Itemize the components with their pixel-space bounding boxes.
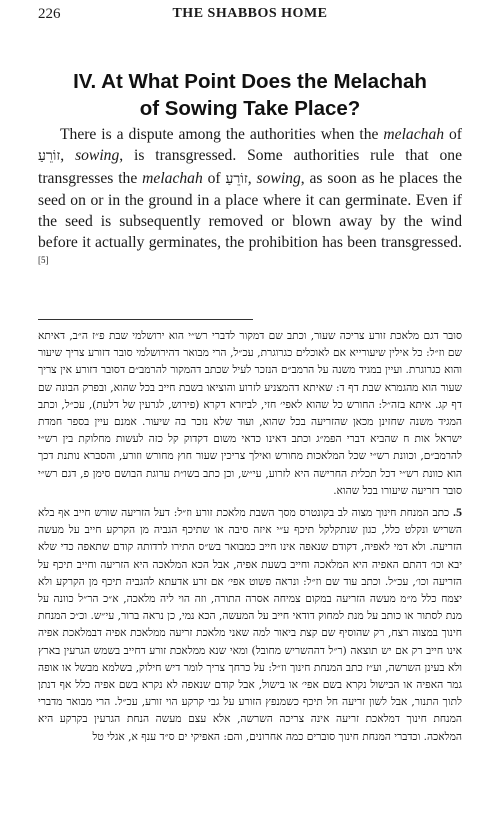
- hebrew-term-zorea: זוֹרֵעַ: [38, 148, 61, 165]
- running-title: THE SHABBOS HOME: [172, 6, 328, 21]
- term-sowing: sowing: [75, 147, 120, 165]
- footnote-continued: סובר דגם מלאכת זורע צריכה שעור, וכתב שם דמקור לדברי רש״י הוא ירושלמי שבת פ״ז ה״ב, דאיתא שם וז״ל: כל אילין שיעורייא אם לאוכלים כגרוגרת, עכ״ל, הרי מבואר דהירושלמי סובר דזורע צריך שיעור והוא כגרוגרת. ועיין במגיד משנה על הרמב״ם הנזכר לעיל שכתב דהמקור להרמב״ם דסובר דזורע אין צריך שעור הוא מהגמרא שבת דף ד: שאיתא דהמצניע לזרוע והוציאו בשבת חייב בכל שהוא, ובפרק הבונה שם דף קג. איתא בזה״ל: החורש כל שהוא לאפי׳ חזי, לביזרא דקרא (פירוש, לגרעין של דלעת), עכ״ל, וכתב המגיד משנה שחזינן מכאן שהזריעה בכל שהוא, ועוד שלא נזכר בה שיעור. אמנם עיין בספר חמדת ישראל אות ח שהביא דברי הפמ״ג וכתב דאינו כדאי משום דקדוק קל כזה לעשות מחלוקת בין רש״י להרמב״ם, וכוונת רש״י שכל המלאכות מחורש ואילך צריכין שעור חוץ מחורש וזורע, והסברא נותנת דכך הוא כוונת רש״י דכל תכלית החרישה היא לזרוע, עי״ש, וכן כתב בשו״ת ערוגת הבושם סימן פ, דגם רש״י סובר דזריעה שיעורו בכל שהוא.: [38, 330, 462, 497]
- hebrew-term-zorea: זוֹרֵעַ: [225, 170, 248, 187]
- page-number: 226: [38, 6, 61, 22]
- section-title-line-2: of Sowing Take Place?: [139, 97, 361, 120]
- term-melachah: melachah: [142, 169, 203, 187]
- text-run: ,: [60, 147, 76, 165]
- footnote-divider: [38, 319, 253, 320]
- footnote-text: כתב המנחת חינוך מצוה לב בקונטרס מסך השבת מלאכת זורע וז״ל: דעל הזריעה שורש חייב אף בלא השריש ונקלט כלל, כגון שנתקלקל תיכף ע״י איזה סיבה או שתיכף הגביה מן הקרקע חייב על מעשה הזריעה. ולא דמי לאפיה, דקודם שנאפה אינו חייב כמבואר בש״ס התירו לרדותה קודם שתאפה כדי שלא יבא וכו׳ דהתם האפיה היא המלאכה וחייב בשעת אפיה, אבל הכא המלאכה היא הזריעה וחייב תיכף על הזריעה וכו׳, עכ״ל. וכתב עוד שם וז״ל: ונראה פשוט אפי׳ אם זרע אדעתא להגביה תיכף מן הקרקע ולא יצמח כלל מ״מ מעשה הזריעה במקום צמיחה אסרה התורה, וזה הוי ליה מלאכה, א״כ הר״ל כוונה על מנת לסתור או כותב על מנת למחוק דודאי חייב על המעשה, הכא נמי, כן נראה ברור, עי״ש. וכ״כ המנחת חינוך במצוה רצח, רק שהוסיף שם קצת ביאור למה שאני מלאכת זריעה ממלאכת אפיה דבמלאכת אפיה אינו חייב רק אם יש תוצאה (ר״ל דההשריש מחובל) ומאי שנא ממלאכת זורע דחייב בשמש הגרעין בארץ ולא בעינן השרשה, וע״ז כתב המנחת חינוך וז״ל: על כרחך צריך לומר דיש חילוק, בשלמא מבשל או אופה גמר האפיה או הבישול נקרא בשם אפי׳ או בישול, אבל קודם שנאפה לא נקרא בשם אפיה כלל אף דנתן לתוך התנור, אבל לשון זריעה חל תיכף כשמנפץ הזורע על גבי קרקע הוי זורע, עכ״ל. הרי מבואר מדברי המנחת חינוך דמלאכת זריעה אינה צריכה השרשה, אלא עצם מעשה הנחת הגרעין בקרקע היא המלאכה. וכדברי המנחת חינוך סוברים כמה אחרונים, והם: האפיקי ים ס״ד ענף א, אגלי טל: [38, 507, 462, 743]
- term-melachah: melachah: [383, 126, 445, 143]
- term-sowing: sowing: [256, 169, 301, 187]
- section-title: [30, 68, 470, 122]
- text-run: of: [202, 169, 226, 187]
- text-run: There is a dispute among the authorities when the: [60, 126, 384, 143]
- section-title-line-1: IV. At What Point Does the Melachah: [73, 70, 427, 93]
- footnotes: [38, 328, 462, 750]
- body-paragraph: [38, 124, 462, 275]
- text-run: , is transgressed. Some authorities rule that one transgresses the: [38, 147, 463, 187]
- footnote-number: 5.: [453, 505, 462, 520]
- text-run: ,: [247, 169, 257, 187]
- main-text: [38, 124, 462, 275]
- footnote-ref: [5]: [38, 254, 49, 265]
- text-run: of: [444, 126, 462, 143]
- footnote-5: [38, 504, 462, 746]
- page-header: [38, 6, 462, 28]
- text-run: , as soon as he places the seed on or in the ground in a place where it can germinate. Even if the seed is subsequently removed or blown away by the wind before it actually germinates, the prohibition has been transgressed.: [38, 169, 462, 252]
